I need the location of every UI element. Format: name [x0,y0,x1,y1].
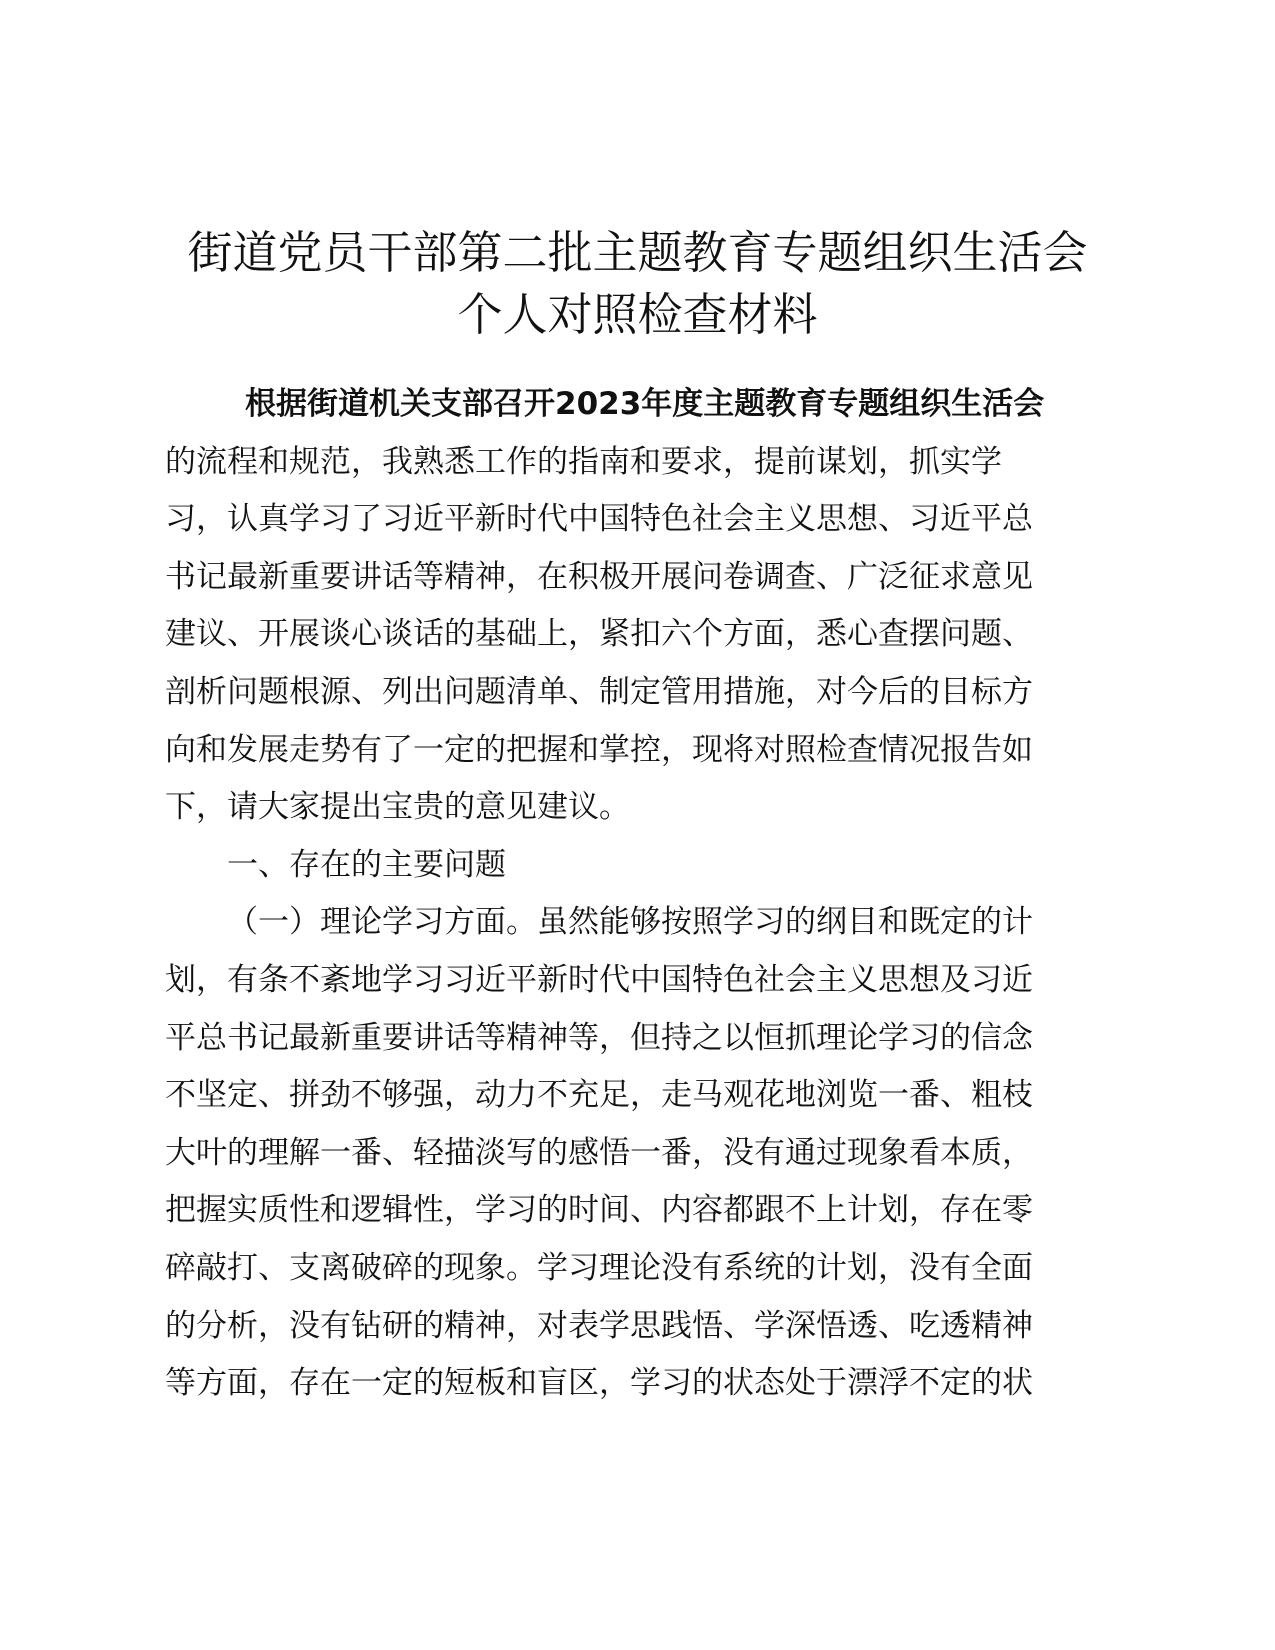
subsection-line: （一）理论学习方面。虽然能够按照学习的纲目和既定的计 [227,904,1033,941]
intro-line: 书记最新重要讲话等精神，在积极开展问卷调查、广泛征求意见 [165,558,1033,595]
subsection-line: 碎敲打、支离破碎的现象。学习理论没有系统的计划，没有全面 [165,1249,1033,1286]
title-line-1: 街道党员干部第二批主题教育专题组织生活会 [187,226,1088,279]
section-heading: 一、存在的主要问题 [227,846,506,883]
subsection-line: 的分析，没有钻研的精神，对表学思践悟、学深悟透、吃透精神 [165,1307,1033,1344]
intro-line: 下，请大家提出宝贵的意见建议。 [165,789,630,826]
intro-line: 向和发展走势有了一定的把握和掌控，现将对照检查情况报告如 [165,731,1033,768]
title-line-2: 个人对照检查材料 [457,288,818,341]
intro-line: 的流程和规范，我熟悉工作的指南和要求，提前谋划，抓实学 [165,443,1002,480]
subsection-line: 划，有条不紊地学习习近平新时代中国特色社会主义思想及习近 [165,961,1033,998]
subsection-line: 等方面，存在一定的短板和盲区，学习的状态处于漂浮不定的状 [165,1365,1033,1402]
subsection-line: 大叶的理解一番、轻描淡写的感悟一番，没有通过现象看本质， [165,1134,1033,1171]
intro-line: 习，认真学习了习近平新时代中国特色社会主义思想、习近平总 [165,501,1033,538]
intro-line: 根据街道机关支部召开2023年度主题教育专题组织生活会 [245,386,1045,422]
subsection-line: 平总书记最新重要讲话等精神等，但持之以恒抓理论学习的信念 [165,1019,1033,1056]
document-body [165,376,1110,1413]
intro-line: 建议、开展谈心谈话的基础上，紧扣六个方面，悉心查摆问题、 [165,616,1033,653]
subsection-line: 把握实质性和逻辑性，学习的时间、内容都跟不上计划，存在零 [165,1192,1033,1229]
subsection-line: 不坚定、拼劲不够强，动力不充足，走马观花地浏览一番、粗枝 [165,1077,1033,1114]
document-title [150,222,1125,346]
intro-line: 剖析问题根源、列出问题清单、制定管用措施，对今后的目标方 [165,673,1033,710]
